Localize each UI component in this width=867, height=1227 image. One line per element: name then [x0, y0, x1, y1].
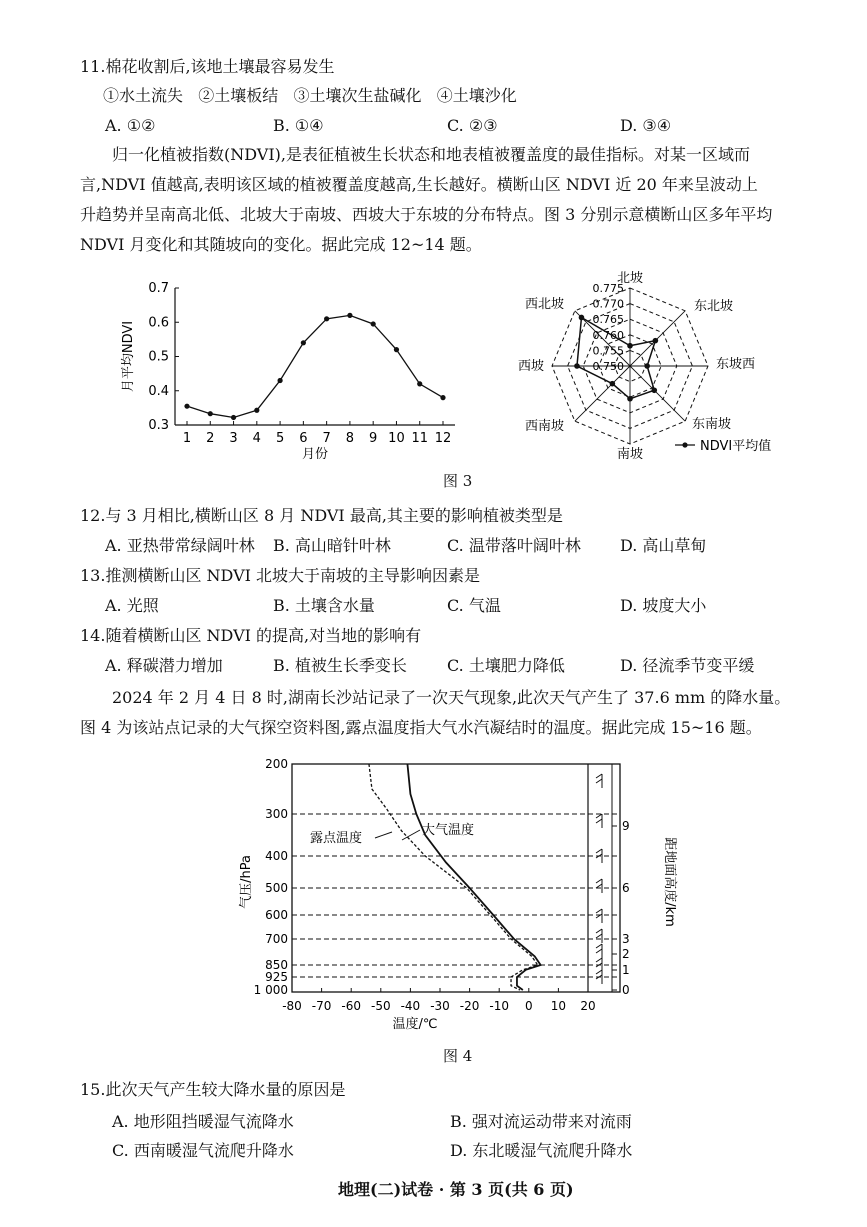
q12-stem: 12.与 3 月相比,横断山区 8 月 NDVI 最高,其主要的影响植被类型是: [80, 506, 563, 525]
pressure-tick-label: 1 000: [253, 983, 288, 997]
q12-option-c: C. 温带落叶阔叶林: [447, 536, 581, 555]
ndvi-data-point: [347, 313, 352, 318]
radar-axis-label: 西南坡: [524, 419, 564, 434]
ndvi-data-point: [277, 378, 282, 383]
q15-option-c: C. 西南暖湿气流爬升降水: [112, 1141, 294, 1160]
temp-tick-label: -70: [311, 999, 332, 1013]
q11-items: ①水土流失 ②土壤板结 ③土壤次生盐碱化 ④土壤沙化: [103, 86, 517, 105]
passage-ndvi-line: 归一化植被指数(NDVI),是表征植被生长状态和地表植被覆盖度的最佳指标。对某一区域而: [112, 145, 750, 164]
dew-point-leader: [375, 832, 392, 838]
q13-option-b: B. 土壤含水量: [273, 596, 375, 615]
q11-option-b: B. ①④: [273, 116, 324, 135]
q13-option-c: C. 气温: [447, 596, 501, 615]
temp-tick-label: -50: [370, 999, 391, 1013]
radar-data-point: [579, 315, 585, 321]
radar-ring-label: 0.755: [592, 344, 624, 358]
plot-frame: [292, 764, 620, 992]
temp-tick-label: 10: [550, 999, 567, 1013]
height-tick-label: 9: [622, 819, 630, 833]
ndvi-data-point: [324, 316, 329, 321]
radar-ring-label: 0.750: [592, 360, 624, 373]
y-tick-label: 0.5: [148, 349, 169, 365]
wind-barb-icon: [596, 934, 602, 938]
wind-barb-icon: [596, 779, 602, 783]
wind-barb-icon: [596, 909, 602, 913]
radar-data-point: [610, 381, 616, 387]
passage-weather-line: 2024 年 2 月 4 日 8 时,湖南长沙站记录了一次天气现象,此次天气产生了 37.6 mm 的降水量。: [112, 688, 791, 707]
sounding-diagram: [230, 752, 690, 1037]
q11-option-a: A. ①②: [105, 116, 156, 135]
passage-ndvi: [80, 140, 840, 260]
wind-barb-icon: [596, 944, 602, 948]
radar-ring-label: 0.765: [592, 313, 624, 327]
pressure-tick-label: 500: [265, 881, 288, 895]
q15-option-a: A. 地形阻挡暖湿气流降水: [112, 1112, 294, 1131]
radar-axis-label: 北坡: [616, 271, 644, 286]
y-axis-label: 月平均NDVI: [121, 320, 136, 393]
pressure-tick-label: 300: [265, 807, 288, 821]
figure-3-caption: 图 3: [443, 472, 473, 490]
wind-barb-icon: [596, 879, 602, 883]
legend-marker: [682, 442, 687, 447]
figure-4-caption: 图 4: [443, 1047, 473, 1065]
radar-data-point: [627, 396, 633, 402]
dew-point-label: 露点温度: [310, 831, 363, 846]
q14-option-d: D. 径流季节变平缓: [620, 656, 755, 675]
x-tick-label: 1: [182, 431, 192, 446]
q15-stem: 15.此次天气产生较大降水量的原因是: [80, 1080, 346, 1099]
y-tick-label: 0.7: [148, 281, 169, 296]
radar-axis-label: 南坡: [616, 447, 644, 462]
radar-axis-label: 西北坡: [524, 297, 564, 312]
q12-option-b: B. 高山暗针叶林: [273, 536, 391, 555]
height-axis-label: 距地面高度/km: [662, 837, 677, 927]
temp-tick-label: -30: [430, 999, 450, 1013]
wind-barb-icon: [596, 970, 602, 974]
wind-barb-icon: [596, 884, 602, 888]
radar-ring-label: 0.775: [592, 282, 624, 295]
legend-label: NDVI平均值: [700, 439, 772, 454]
ndvi-data-point: [231, 415, 236, 420]
passage-ndvi-line: 言,NDVI 值越高,表明该区域的植被覆盖度越高,生长越好。横断山区 NDVI 近 20 年来呈波动上: [80, 175, 758, 194]
temp-tick-label: -20: [459, 999, 480, 1013]
pressure-tick-label: 600: [265, 908, 288, 922]
q14-stem: 14.随着横断山区 NDVI 的提高,对当地的影响有: [80, 626, 422, 645]
height-tick-label: 6: [622, 881, 630, 895]
dew-point-curve: [369, 764, 538, 990]
q11-option-c: C. ②③: [447, 116, 498, 135]
pressure-tick-label: 925: [265, 970, 288, 984]
temp-tick-label: 20: [580, 999, 596, 1013]
wind-barb-icon: [596, 819, 602, 823]
q14-option-b: B. 植被生长季变长: [273, 656, 407, 675]
x-axis-label: 月份: [301, 447, 329, 462]
x-tick-label: 5: [275, 431, 285, 446]
q12-option-a: A. 亚热带常绿阔叶林: [105, 536, 255, 555]
q11-stem: 11.棉花收割后,该地土壤最容易发生: [80, 57, 335, 76]
radar-data-point: [651, 387, 657, 393]
q11-option-d: D. ③④: [620, 116, 672, 135]
ndvi-data-point: [440, 395, 445, 400]
y-tick-label: 0.6: [148, 315, 169, 331]
height-tick-label: 1: [622, 963, 630, 977]
radar-data-point: [653, 338, 659, 344]
passage-weather-line: 图 4 为该站点记录的大气探空资料图,露点温度指大气水汽凝结时的温度。据此完成 15~16 题。: [80, 718, 762, 737]
wind-barb-icon: [596, 849, 602, 853]
radar-ring-label: 0.770: [592, 297, 624, 311]
air-temperature-curve: [407, 764, 540, 990]
q14-option-c: C. 土壤肥力降低: [447, 656, 565, 675]
q12-option-d: D. 高山草甸: [620, 536, 707, 555]
q14-option-a: A. 释碳潜力增加: [105, 656, 223, 675]
pressure-tick-label: 400: [265, 849, 288, 863]
x-tick-label: 9: [369, 431, 378, 446]
q13-stem: 13.推测横断山区 NDVI 北坡大于南坡的主导影响因素是: [80, 566, 481, 585]
q15-option-d: D. 东北暖湿气流爬升降水: [450, 1141, 633, 1160]
x-tick-label: 12: [434, 431, 452, 446]
pressure-tick-label: 200: [265, 757, 288, 771]
wind-barb-icon: [596, 814, 602, 818]
x-tick-label: 8: [345, 431, 355, 446]
radar-data-point: [644, 363, 650, 369]
pressure-axis-label: 气压/hPa: [239, 855, 254, 909]
x-tick-label: 2: [206, 431, 215, 446]
height-tick-label: 2: [622, 947, 630, 961]
passage-ndvi-line: 升趋势并呈南高北低、北坡大于南坡、西坡大于东坡的分布特点。图 3 分别示意横断山区多年平均: [80, 205, 773, 224]
q13-option-a: A. 光照: [105, 596, 159, 615]
wind-barb-icon: [596, 929, 602, 933]
radar-data-point: [574, 363, 580, 369]
x-tick-label: 4: [252, 431, 261, 446]
temp-tick-label: -40: [400, 999, 421, 1013]
temp-tick-label: 0: [524, 999, 533, 1013]
ndvi-data-point: [394, 347, 399, 352]
y-tick-label: 0.4: [148, 383, 169, 399]
x-tick-label: 3: [229, 431, 238, 446]
wind-barb-icon: [596, 949, 602, 953]
ndvi-data-point: [208, 411, 213, 416]
ndvi-aspect-radar-chart: [495, 271, 795, 465]
pressure-tick-label: 700: [265, 932, 288, 946]
ndvi-series-line: [187, 315, 443, 417]
temp-tick-label: -10: [489, 999, 510, 1013]
y-tick-label: 0.3: [148, 418, 169, 433]
ndvi-monthly-chart: [110, 278, 470, 463]
x-tick-label: 6: [299, 431, 308, 446]
radar-axis-label: 东北坡: [694, 299, 734, 314]
wind-barb-icon: [596, 958, 602, 962]
temp-tick-label: -80: [282, 999, 302, 1013]
radar-data-point: [627, 343, 633, 349]
x-tick-label: 10: [388, 431, 405, 446]
radar-axis-label: 西坡: [517, 359, 544, 374]
radar-axis-label: 东南坡: [692, 417, 732, 432]
q13-option-d: D. 坡度大小: [620, 596, 707, 615]
wind-barb-icon: [596, 774, 602, 778]
ndvi-data-point: [254, 408, 259, 413]
radar-ring-label: 0.760: [592, 328, 624, 342]
q15-option-b: B. 强对流运动带来对流雨: [450, 1112, 632, 1131]
passage-weather: [80, 683, 840, 743]
radar-axis-label: 东坡西: [716, 357, 756, 372]
x-tick-label: 7: [322, 431, 331, 446]
passage-ndvi-line: NDVI 月变化和其随坡向的变化。据此完成 12~14 题。: [80, 235, 482, 254]
temp-axis-label: 温度/℃: [392, 1017, 438, 1032]
air-temperature-label: 大气温度: [422, 823, 475, 838]
height-tick-label: 0: [622, 983, 630, 997]
height-tick-label: 3: [622, 932, 630, 946]
ndvi-data-point: [184, 404, 189, 409]
ndvi-data-point: [417, 381, 422, 386]
ndvi-data-point: [371, 321, 376, 326]
ndvi-data-point: [301, 340, 306, 345]
pressure-tick-label: 850: [265, 958, 288, 972]
temp-tick-label: -60: [341, 999, 362, 1013]
page-footer: 地理(二)试卷 · 第 3 页(共 6 页): [338, 1180, 574, 1199]
x-tick-label: 11: [411, 431, 429, 446]
